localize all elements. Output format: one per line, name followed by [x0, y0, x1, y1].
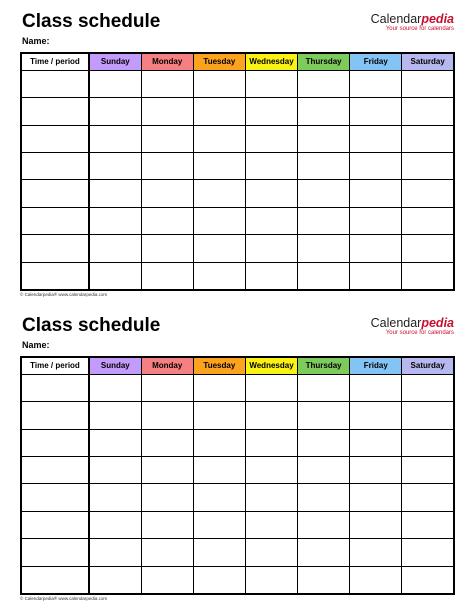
schedule-cell-tuesday[interactable]	[193, 125, 245, 152]
schedule-cell-sunday[interactable]	[89, 125, 141, 152]
schedule-cell-saturday[interactable]	[402, 566, 454, 594]
schedule-cell-friday[interactable]	[350, 153, 402, 180]
schedule-cell-tuesday[interactable]	[193, 207, 245, 234]
table-row	[21, 235, 454, 262]
schedule-cell-wednesday[interactable]	[245, 539, 297, 566]
schedule-cell-monday[interactable]	[141, 153, 193, 180]
schedule-cell-tuesday[interactable]	[193, 153, 245, 180]
schedule-cell-friday[interactable]	[350, 484, 402, 511]
calendarpedia-logo	[371, 316, 454, 337]
time-period-cell[interactable]	[21, 429, 89, 456]
schedule-cell-wednesday[interactable]	[245, 98, 297, 125]
schedule-cell-sunday[interactable]	[89, 71, 141, 98]
table-row	[21, 125, 454, 152]
schedule-cell-monday[interactable]	[141, 207, 193, 234]
schedule-cell-tuesday[interactable]	[193, 71, 245, 98]
table-row	[21, 429, 454, 456]
schedule-cell-friday[interactable]	[350, 511, 402, 538]
schedule-cell-saturday[interactable]	[402, 125, 454, 152]
schedule-cell-wednesday[interactable]	[245, 125, 297, 152]
schedule-cell-thursday[interactable]	[298, 235, 350, 262]
schedule-cell-wednesday[interactable]	[245, 375, 297, 402]
schedule-cell-saturday[interactable]	[402, 375, 454, 402]
schedule-cell-monday[interactable]	[141, 375, 193, 402]
schedule-cell-thursday[interactable]	[298, 207, 350, 234]
day-header-friday: Friday	[350, 53, 402, 71]
day-header-tuesday: Tuesday	[193, 357, 245, 375]
schedule-cell-saturday[interactable]	[402, 402, 454, 429]
schedule-cell-sunday[interactable]	[89, 235, 141, 262]
schedule-cell-friday[interactable]	[350, 402, 402, 429]
schedule-cell-tuesday[interactable]	[193, 484, 245, 511]
table-row	[21, 180, 454, 207]
day-header-saturday: Saturday	[402, 357, 454, 375]
table-row	[21, 402, 454, 429]
footer-copyright: © Calendarpedia® www.calendarpedia.com	[20, 292, 108, 297]
table-row	[21, 539, 454, 566]
table-row	[21, 98, 454, 125]
schedule-cell-sunday[interactable]	[89, 484, 141, 511]
schedule-cell-friday[interactable]	[350, 262, 402, 290]
logo-brand-main: Calendar	[370, 12, 422, 26]
schedule-cell-sunday[interactable]	[89, 153, 141, 180]
schedule-cell-thursday[interactable]	[298, 375, 350, 402]
schedule-cell-saturday[interactable]	[402, 207, 454, 234]
schedule-cell-saturday[interactable]	[402, 539, 454, 566]
schedule-cell-friday[interactable]	[350, 235, 402, 262]
schedule-cell-thursday[interactable]	[298, 153, 350, 180]
schedule-cell-wednesday[interactable]	[245, 235, 297, 262]
table-header-row	[21, 53, 454, 71]
schedule-cell-thursday[interactable]	[298, 457, 350, 484]
schedule-cell-monday[interactable]	[141, 511, 193, 538]
schedule-cell-saturday[interactable]	[402, 98, 454, 125]
footer-copyright: © Calendarpedia® www.calendarpedia.com	[20, 596, 108, 601]
schedule-cell-thursday[interactable]	[298, 98, 350, 125]
day-header-thursday: Thursday	[298, 357, 350, 375]
logo-brand-accent: pedia	[421, 12, 454, 26]
time-period-cell[interactable]	[21, 207, 89, 234]
day-header-thursday: Thursday	[298, 53, 350, 71]
schedule-cell-tuesday[interactable]	[193, 566, 245, 594]
table-row	[21, 153, 454, 180]
schedule-cell-thursday[interactable]	[298, 402, 350, 429]
schedule-cell-monday[interactable]	[141, 262, 193, 290]
table-header-row	[21, 357, 454, 375]
table-row	[21, 375, 454, 402]
schedule-cell-monday[interactable]	[141, 235, 193, 262]
time-period-cell[interactable]	[21, 153, 89, 180]
schedule-cell-tuesday[interactable]	[193, 180, 245, 207]
schedule-cell-saturday[interactable]	[402, 235, 454, 262]
schedule-cell-tuesday[interactable]	[193, 98, 245, 125]
schedule-cell-sunday[interactable]	[89, 262, 141, 290]
schedule-cell-friday[interactable]	[350, 457, 402, 484]
day-header-monday: Monday	[141, 53, 193, 71]
schedule-cell-monday[interactable]	[141, 98, 193, 125]
schedule-cell-thursday[interactable]	[298, 71, 350, 98]
schedule-cell-sunday[interactable]	[89, 402, 141, 429]
day-header-sunday: Sunday	[89, 357, 141, 375]
schedule-cell-monday[interactable]	[141, 566, 193, 594]
schedule-cell-tuesday[interactable]	[193, 511, 245, 538]
schedule-cell-sunday[interactable]	[89, 457, 141, 484]
schedule-cell-sunday[interactable]	[89, 566, 141, 594]
time-period-cell[interactable]	[21, 125, 89, 152]
time-period-cell[interactable]	[21, 402, 89, 429]
schedule-cell-thursday[interactable]	[298, 262, 350, 290]
logo-brand-accent: pedia	[421, 316, 454, 330]
time-period-cell[interactable]	[21, 71, 89, 98]
calendarpedia-logo	[371, 12, 454, 33]
schedule-cell-wednesday[interactable]	[245, 566, 297, 594]
schedule-cell-monday[interactable]	[141, 125, 193, 152]
schedule-cell-sunday[interactable]	[89, 375, 141, 402]
schedule-cell-friday[interactable]	[350, 539, 402, 566]
schedule-cell-wednesday[interactable]	[245, 484, 297, 511]
time-period-cell[interactable]	[21, 262, 89, 290]
logo-brand-main: Calendar	[370, 316, 422, 330]
day-header-wednesday: Wednesday	[245, 357, 297, 375]
time-period-cell[interactable]	[21, 180, 89, 207]
schedule-cell-monday[interactable]	[141, 402, 193, 429]
name-label: Name:	[22, 36, 50, 46]
schedule-cell-wednesday[interactable]	[245, 71, 297, 98]
day-header-friday: Friday	[350, 357, 402, 375]
schedule-cell-friday[interactable]	[350, 566, 402, 594]
schedule-sheet-1	[0, 0, 474, 300]
schedule-cell-wednesday[interactable]	[245, 180, 297, 207]
table-row	[21, 457, 454, 484]
table-row	[21, 511, 454, 538]
schedule-cell-monday[interactable]	[141, 71, 193, 98]
schedule-cell-thursday[interactable]	[298, 180, 350, 207]
time-period-cell[interactable]	[21, 566, 89, 594]
schedule-cell-tuesday[interactable]	[193, 235, 245, 262]
schedule-cell-friday[interactable]	[350, 98, 402, 125]
schedule-cell-sunday[interactable]	[89, 98, 141, 125]
schedule-cell-friday[interactable]	[350, 71, 402, 98]
table-row	[21, 566, 454, 594]
schedule-cell-tuesday[interactable]	[193, 539, 245, 566]
schedule-cell-wednesday[interactable]	[245, 511, 297, 538]
schedule-cell-tuesday[interactable]	[193, 402, 245, 429]
day-header-wednesday: Wednesday	[245, 53, 297, 71]
schedule-cell-monday[interactable]	[141, 539, 193, 566]
schedule-cell-friday[interactable]	[350, 429, 402, 456]
time-period-header: Time / period	[21, 53, 89, 71]
schedule-cell-saturday[interactable]	[402, 262, 454, 290]
time-period-cell[interactable]	[21, 98, 89, 125]
schedule-cell-saturday[interactable]	[402, 484, 454, 511]
time-period-cell[interactable]	[21, 484, 89, 511]
schedule-cell-monday[interactable]	[141, 180, 193, 207]
page-title: Class schedule	[22, 11, 161, 32]
schedule-cell-tuesday[interactable]	[193, 262, 245, 290]
schedule-cell-thursday[interactable]	[298, 511, 350, 538]
schedule-cell-tuesday[interactable]	[193, 457, 245, 484]
time-period-cell[interactable]	[21, 375, 89, 402]
schedule-cell-saturday[interactable]	[402, 429, 454, 456]
schedule-cell-thursday[interactable]	[298, 429, 350, 456]
schedule-cell-friday[interactable]	[350, 375, 402, 402]
logo-tagline: Your source for calendars	[385, 26, 454, 32]
schedule-cell-monday[interactable]	[141, 484, 193, 511]
schedule-table	[20, 52, 455, 291]
time-period-cell[interactable]	[21, 539, 89, 566]
schedule-cell-monday[interactable]	[141, 457, 193, 484]
schedule-cell-saturday[interactable]	[402, 153, 454, 180]
schedule-cell-monday[interactable]	[141, 429, 193, 456]
schedule-cell-sunday[interactable]	[89, 511, 141, 538]
schedule-cell-sunday[interactable]	[89, 180, 141, 207]
day-header-monday: Monday	[141, 357, 193, 375]
time-period-cell[interactable]	[21, 511, 89, 538]
time-period-header: Time / period	[21, 357, 89, 375]
schedule-cell-sunday[interactable]	[89, 207, 141, 234]
schedule-cell-wednesday[interactable]	[245, 402, 297, 429]
schedule-cell-saturday[interactable]	[402, 180, 454, 207]
schedule-cell-tuesday[interactable]	[193, 375, 245, 402]
schedule-cell-tuesday[interactable]	[193, 429, 245, 456]
schedule-cell-saturday[interactable]	[402, 457, 454, 484]
table-row	[21, 262, 454, 290]
schedule-cell-thursday[interactable]	[298, 566, 350, 594]
day-header-saturday: Saturday	[402, 53, 454, 71]
schedule-cell-friday[interactable]	[350, 125, 402, 152]
day-header-tuesday: Tuesday	[193, 53, 245, 71]
schedule-cell-friday[interactable]	[350, 180, 402, 207]
schedule-cell-wednesday[interactable]	[245, 262, 297, 290]
schedule-cell-wednesday[interactable]	[245, 153, 297, 180]
schedule-cell-saturday[interactable]	[402, 71, 454, 98]
schedule-cell-thursday[interactable]	[298, 539, 350, 566]
schedule-cell-sunday[interactable]	[89, 429, 141, 456]
page-title: Class schedule	[22, 315, 161, 336]
table-row	[21, 71, 454, 98]
name-label: Name:	[22, 340, 50, 350]
schedule-sheet-2	[0, 304, 474, 604]
schedule-cell-wednesday[interactable]	[245, 207, 297, 234]
schedule-cell-wednesday[interactable]	[245, 457, 297, 484]
schedule-cell-thursday[interactable]	[298, 484, 350, 511]
table-row	[21, 484, 454, 511]
schedule-table	[20, 356, 455, 595]
table-row	[21, 207, 454, 234]
schedule-cell-thursday[interactable]	[298, 125, 350, 152]
time-period-cell[interactable]	[21, 235, 89, 262]
day-header-sunday: Sunday	[89, 53, 141, 71]
schedule-cell-sunday[interactable]	[89, 539, 141, 566]
schedule-cell-saturday[interactable]	[402, 511, 454, 538]
logo-tagline: Your source for calendars	[385, 330, 454, 336]
schedule-cell-wednesday[interactable]	[245, 429, 297, 456]
time-period-cell[interactable]	[21, 457, 89, 484]
schedule-cell-friday[interactable]	[350, 207, 402, 234]
